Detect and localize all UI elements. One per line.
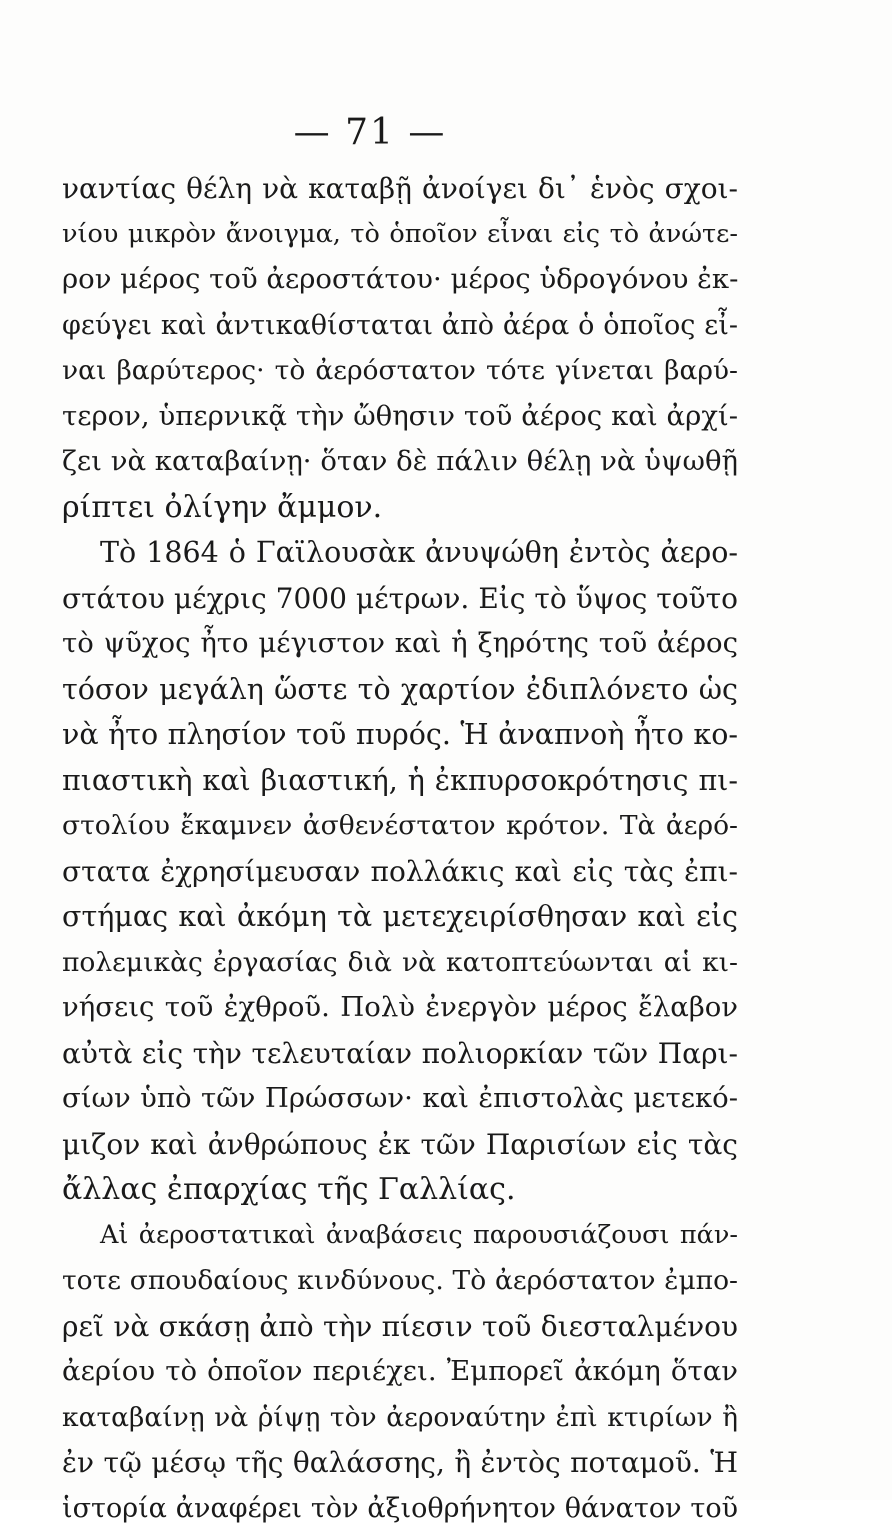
text-line: νὰ ἦτο πλησίον τοῦ πυρός. Ἡ ἀναπνοὴ ἦτο κο- <box>62 712 738 758</box>
text-line: τόσον μεγάλη ὥστε τὸ χαρτίον ἐδιπλόνετο ὡς <box>62 667 738 713</box>
text-line: ρον μέρος τοῦ ἀεροστάτου· μέρος ὑδρογόνου ἐκ- <box>62 257 738 303</box>
text-line: τερον, ὑπερνικᾷ τὴν ὤθησιν τοῦ ἀέρος καὶ ἀρχί- <box>62 394 738 440</box>
body-text <box>62 166 738 1531</box>
text-line: πολεμικὰς ἐργασίας διὰ νὰ κατοπτεύωνται αἱ κι- <box>62 940 738 986</box>
text-line: Τὸ 1864 ὁ Γαϊλουσὰκ ἀνυψώθη ἐντὸς ἀερο- <box>62 530 738 576</box>
text-line: τοτε σπουδαίους κινδύνους. Τὸ ἀερόστατον ἐμπο- <box>62 1258 738 1304</box>
text-line: ἱστορία ἀναφέρει τὸν ἀξιοθρήνητον θάνατον τοῦ <box>62 1486 738 1531</box>
text-line: μιζον καὶ ἀνθρώπους ἐκ τῶν Παρισίων εἰς τὰς <box>62 1122 738 1168</box>
text-line: τὸ ψῦχος ἦτο μέγιστον καὶ ἡ ξηρότης τοῦ ἀέρος <box>62 621 738 667</box>
text-line: νήσεις τοῦ ἐχθροῦ. Πολὺ ἐνεργὸν μέρος ἔλαβον <box>62 985 738 1031</box>
text-line: Αἱ ἀεροστατικαὶ ἀναβάσεις παρουσιάζουσι πάν- <box>62 1213 738 1259</box>
text-line: ρεῖ νὰ σκάσῃ ἀπὸ τὴν πίεσιν τοῦ διεσταλμένου <box>62 1304 738 1350</box>
text-line: ναντίας θέλη νὰ καταβῇ ἀνοίγει δι᾽ ἑνὸς σχοι- <box>62 166 738 212</box>
text-line: στήμας καὶ ἀκόμη τὰ μετεχειρίσθησαν καὶ εἰς <box>62 894 738 940</box>
text-line: πιαστικὴ καὶ βιαστική, ἡ ἐκπυρσοκρότησις πι- <box>62 758 738 804</box>
text-line: σίων ὑπὸ τῶν Πρώσσων· καὶ ἐπιστολὰς μετεκό- <box>62 1076 738 1122</box>
text-line: στάτου μέχρις 7000 μέτρων. Εἰς τὸ ὕψος τοῦτο <box>62 576 738 622</box>
text-line: ρίπτει ὀλίγην ἄμμον. <box>62 485 738 531</box>
text-line: φεύγει καὶ ἀντικαθίσταται ἀπὸ ἀέρα ὁ ὁποῖος εἶ- <box>62 303 738 349</box>
text-line: νίου μικρὸν ἄνοιγμα, τὸ ὁποῖον εἶναι εἰς τὸ ἀνώτε- <box>62 212 738 258</box>
text-line: ναι βαρύτερος· τὸ ἀερόστατον τότε γίνεται βαρύ- <box>62 348 738 394</box>
text-line: αὐτὰ εἰς τὴν τελευταίαν πολιορκίαν τῶν Παρι- <box>62 1031 738 1077</box>
text-line: στατα ἐχρησίμευσαν πολλάκις καὶ εἰς τὰς ἐπι- <box>62 849 738 895</box>
text-line: ἐν τῷ μέσῳ τῆς θαλάσσης, ἢ ἐντὸς ποταμοῦ. Ἡ <box>62 1440 738 1486</box>
page-number: — 71 — <box>0 112 740 153</box>
text-line: καταβαίνῃ νὰ ῥίψῃ τὸν ἀεροναύτην ἐπὶ κτιρίων ἢ <box>62 1395 738 1441</box>
text-line: στολίου ἔκαμνεν ἀσθενέστατον κρότον. Τὰ ἀερό- <box>62 803 738 849</box>
text-line: ζει νὰ καταβαίνῃ· ὅταν δὲ πάλιν θέλῃ νὰ ὑψωθῇ <box>62 439 738 485</box>
text-line: ἄλλας ἐπαρχίας τῆς Γαλλίας. <box>62 1167 738 1213</box>
text-line: ἀερίου τὸ ὁποῖον περιέχει. Ἐμπορεῖ ἀκόμη ὅταν <box>62 1349 738 1395</box>
